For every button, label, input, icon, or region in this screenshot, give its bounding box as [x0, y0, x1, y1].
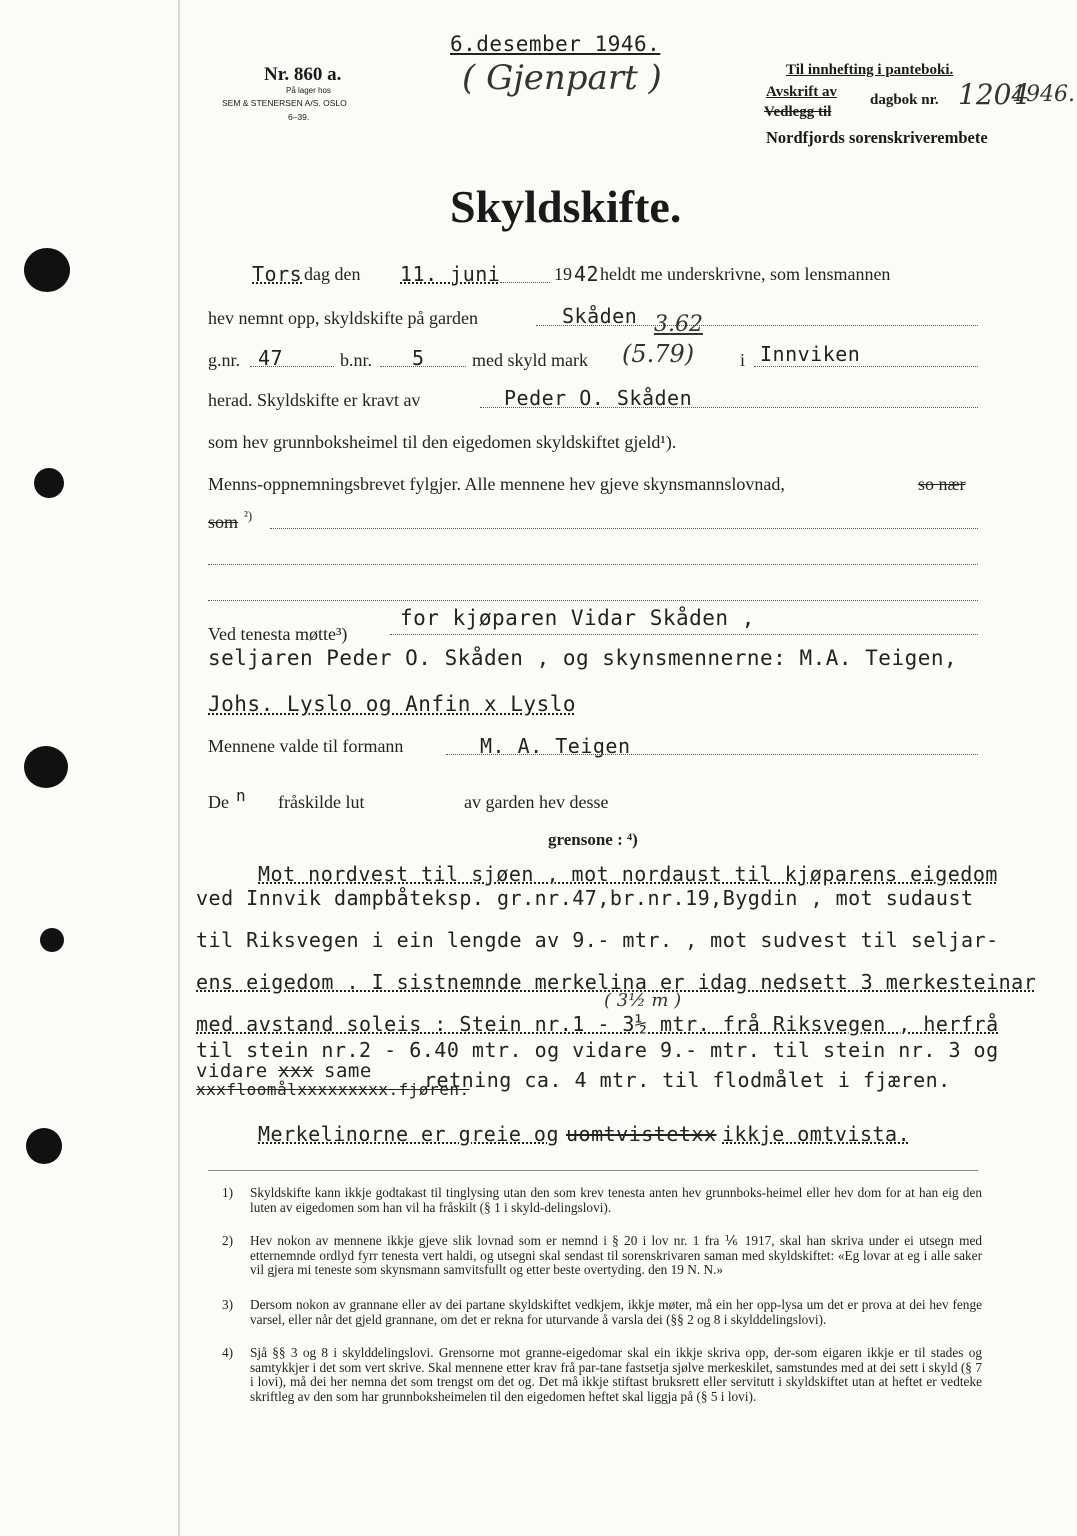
form-number: Nr. 860 a.: [264, 64, 342, 85]
footnote-number: 1): [222, 1185, 234, 1200]
field-suffix: n: [236, 786, 247, 805]
form-label: b.nr.: [340, 350, 373, 370]
form-label: De: [208, 792, 229, 812]
field-day-prefix: Tors: [252, 262, 303, 286]
form-label: med skyld mark: [472, 350, 588, 370]
form-label: heldt me underskrivne, som lensmannen: [600, 264, 891, 284]
body-line: til Riksvegen i ein lengde av 9.- mtr. , mot sudvest til seljar-: [196, 928, 999, 952]
stamp-vedlegg: Vedlegg til: [764, 104, 832, 120]
form-label: av garden hev desse: [464, 792, 609, 812]
body-line: Merkelinorne er greie og: [258, 1122, 559, 1146]
printer-line: SEM & STENERSEN A/S. OSLO: [222, 98, 347, 108]
struck-text: uomtvistetxx: [566, 1122, 717, 1146]
dotted-line: [208, 564, 978, 565]
body-line: same: [324, 1060, 372, 1082]
punch-hole: [40, 928, 64, 952]
body-line: til stein nr.2 - 6.40 mtr. og vidare 9.- mtr. til stein nr. 3 og: [196, 1038, 999, 1062]
punch-hole: [26, 1128, 62, 1164]
field-year: 42: [574, 262, 600, 286]
footnote-divider: [208, 1170, 978, 1171]
stamp-dagbok: dagbok nr.: [870, 92, 939, 108]
stamp-office: Nordfjords sorenskriverembete: [766, 128, 988, 147]
dotted-line: [380, 366, 466, 367]
stamp-line: Til innhefting i panteboki.: [786, 62, 954, 78]
footnote-text: Sjå §§ 3 og 8 i skylddelingslovi. Grensorne mot granne-eigedomar skal ein ikkje skriva opp, der-som eigaren ikkje er til stades og samtykkjer i det som vert skrive. Skal mennene etter krav frå par-tane fastsetja sjølve merkeskilet, samstundes med at dei sett i skyld (§ 7 i lovi), må dei her nemna det som trengst om det og. Det må ikkje stiftast bruksrett eller servitutt i skyldskiftet utan at heftet er vedteke skriftleg av den som har grunnboksheimelen til den eigedomen heftet skal liggja på (§ 5 i lovi).: [250, 1345, 982, 1404]
body-line: retning ca. 4 mtr. til flodmålet i fjæren.: [424, 1068, 951, 1092]
field-claimant: Peder O. Skåden: [504, 386, 693, 410]
field-herad: Innviken: [760, 342, 861, 366]
handwritten-correction: ( 3½ m ): [604, 990, 682, 1011]
form-text: Menns-oppnemningsbrevet fylgjer. Alle mennene hev gjeve skynsmannslovnad,: [208, 474, 785, 494]
page-title: Skyldskifte.: [450, 181, 682, 232]
punch-hole: [24, 248, 70, 292]
form-label: fråskilde lut: [278, 792, 365, 812]
body-line: Mot nordvest til sjøen , mot nordaust til kjøparens eigedom: [258, 862, 998, 886]
body-line: ved Innvik dampbåteksp. gr.nr.47,br.nr.19,Bygdin , mot sudaust: [196, 886, 974, 910]
form-label: Mennene valde til formann: [208, 736, 404, 756]
field-date: 11. juni: [400, 262, 501, 286]
form-label: herad. Skyldskifte er kravt av: [208, 390, 421, 410]
footnote-text: Hev nokon av mennene ikkje gjeve slik lovnad som er nemnd i § 20 i lov nr. 1 fra ⅙ 1917, skal han skriva under ei utsegn med etternemnde ordlyd fyrr tenesta vert haldi, og utsegni skal sendast til sorenskrivaren saman med skyldskiftet: «Eg lovar at eg i alle saker vil gjera mi teneste som skynsmann samvitsfullt og etter beste overtyding. den 19 N. N.»: [250, 1233, 982, 1278]
footnote-number: 4): [222, 1345, 234, 1360]
form-label: hev nemnt opp, skyldskifte på garden: [208, 308, 478, 328]
punch-hole: [34, 468, 64, 498]
struck-text: xxxfloomålxxxxxxxxx.fjøren.: [196, 1080, 470, 1099]
footnote-text: Dersom nokon av grannane eller av dei partane skyldskiftet vedkjem, ikkje møter, må ein her opp-lysa um det er prova at dei hev fenge varsel, eller når det gjeld grannane, om det er rekna for uturvande å varsla dei (§§ 2 og 8 i skylddelingslovi).: [250, 1297, 982, 1327]
field-farm: Skåden: [562, 304, 638, 328]
printer-line: 6–39.: [288, 112, 310, 122]
dotted-line: [208, 600, 978, 601]
field-skyld-old: (5.79): [622, 340, 695, 368]
body-line: vidare: [196, 1060, 268, 1082]
form-label: 19: [554, 264, 572, 284]
form-label: i: [740, 350, 746, 370]
footnote-ref: ²): [244, 508, 253, 523]
margin-rule: [178, 0, 180, 1536]
footnote-number: 2): [222, 1233, 234, 1248]
dotted-line: [480, 407, 978, 408]
body-line: ikkje omtvista.: [722, 1122, 911, 1146]
footnote-number: 3): [222, 1297, 234, 1312]
dotted-line: [754, 366, 978, 367]
form-label: dag den: [304, 264, 361, 284]
field-skyld-new: 3.62: [654, 312, 703, 337]
field-attendees: seljaren Peder O. Skåden , og skynsmennerne: M.A. Teigen,: [208, 646, 958, 670]
struck-text: xxx: [278, 1060, 314, 1082]
dotted-line: [390, 634, 978, 635]
section-heading: grensone : ⁴): [548, 830, 638, 849]
struck-text: som: [208, 512, 239, 532]
dotted-line: [500, 282, 550, 283]
footnote-text: Skyldskifte kann ikkje godtakast til tinglysing utan den som krev tenesta anten hev grunnboks-heimel eller hev dom for at han eig den luten av eigedomen som han vil ha fråskilt (§ 1 i skyld-delingslovi).: [250, 1185, 982, 1215]
printer-line: På lager hos: [286, 86, 331, 95]
field-attendees: Johs. Lyslo og Anfin x Lyslo: [208, 692, 577, 716]
punch-hole: [24, 746, 68, 788]
dotted-line: [536, 325, 978, 326]
dotted-line: [270, 528, 978, 529]
dotted-line: [446, 754, 978, 755]
stamp-dagbok-number: 1204: [958, 78, 1030, 111]
form-label: g.nr.: [208, 350, 241, 370]
form-label: Ved tenesta møtte³): [208, 624, 348, 644]
stamp-avskrift: Avskrift av: [766, 84, 837, 100]
document-date: 6.desember 1946.: [450, 32, 661, 56]
field-attendees: for kjøparen Vidar Skåden ,: [400, 606, 755, 630]
body-line: ens eigedom . I sistnemnde merkelina er idag nedsett 3 merkesteinar: [196, 970, 1037, 994]
body-line: med avstand soleis : Stein nr.1 - 3½ mtr. frå Riksvegen , herfrå: [196, 1012, 999, 1036]
field-bnr: 5: [412, 346, 425, 370]
dotted-line: [250, 366, 334, 367]
struck-text: so nær: [918, 474, 966, 494]
stamp-year: 1946.: [1012, 82, 1075, 107]
copy-note: ( Gjenpart ): [462, 58, 662, 98]
field-gnr: 47: [258, 346, 284, 370]
field-formann: M. A. Teigen: [480, 734, 631, 758]
form-text: som hev grunnboksheimel til den eigedomen skyldskiftet gjeld¹).: [208, 432, 677, 452]
